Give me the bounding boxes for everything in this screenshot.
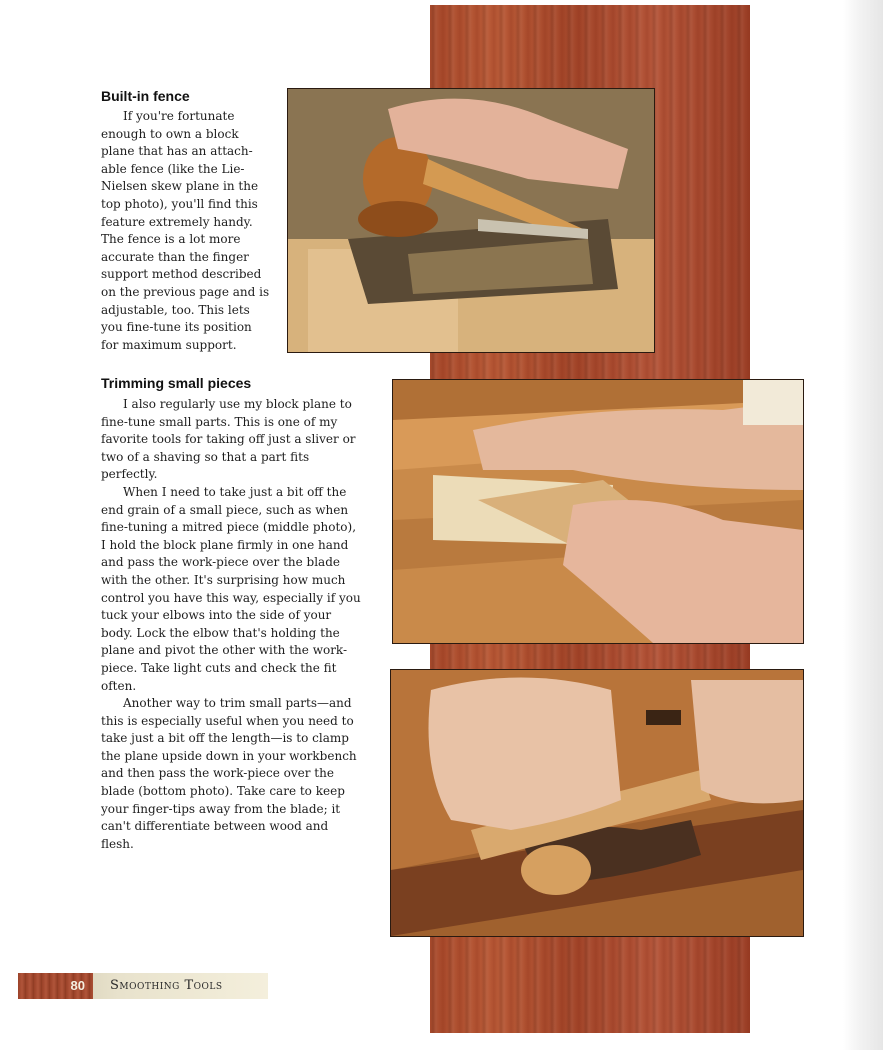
page-edge-shadow bbox=[843, 0, 883, 1050]
section-body-trimming-small-pieces bbox=[101, 396, 363, 853]
paragraph: I also regularly use my block plane to fine-tune small parts. This is one of my favorite tools for taking off just a sliver or two of a shaving so that a part fits perfectly. bbox=[101, 397, 356, 482]
section-body-built-in-fence bbox=[101, 108, 271, 354]
paragraph: If you're fortunate enough to own a block plane that has an attach-able fence (like the Lie-Nielsen skew plane in the top photo), you'll find this feature extremely handy. The fence is a lot more accurate than the finger support method described on the previous page and is adjustable, too. This lets you fine-tune its position for maximum support. bbox=[101, 109, 270, 352]
section-heading-built-in-fence: Built-in fence bbox=[101, 88, 190, 104]
photo-trimming-mitred-piece bbox=[392, 379, 804, 644]
photo-plane-upside-down bbox=[390, 669, 804, 937]
paragraph: When I need to take just a bit off the end grain of a small piece, such as when fine-tuning a mitred piece (middle photo), I hold the block plane firmly in one hand and pass the work-piece over the blade with the other. It's surprising how much control you have this way, especially if you tuck your elbows into the side of your body. Lock the elbow that's holding the plane and pivot the other with the work-piece. Take light cuts and check the fit often. bbox=[101, 484, 361, 693]
section-heading-trimming-small-pieces: Trimming small pieces bbox=[101, 375, 252, 391]
running-footer-title: Smoothing Tools bbox=[110, 978, 223, 993]
paragraph: Another way to trim small parts—and this is especially useful when you need to take just a bit off the length—is to clamp the plane upside down in your workbench and then pass the work-piece over the blade (bottom photo). Take care to keep your finger-tips away from the blade; it can't differentiate between wood and flesh. bbox=[101, 696, 357, 851]
page-number: 80 bbox=[70, 978, 85, 993]
photo-block-plane-fence bbox=[287, 88, 655, 353]
page-number-tab bbox=[18, 973, 93, 999]
